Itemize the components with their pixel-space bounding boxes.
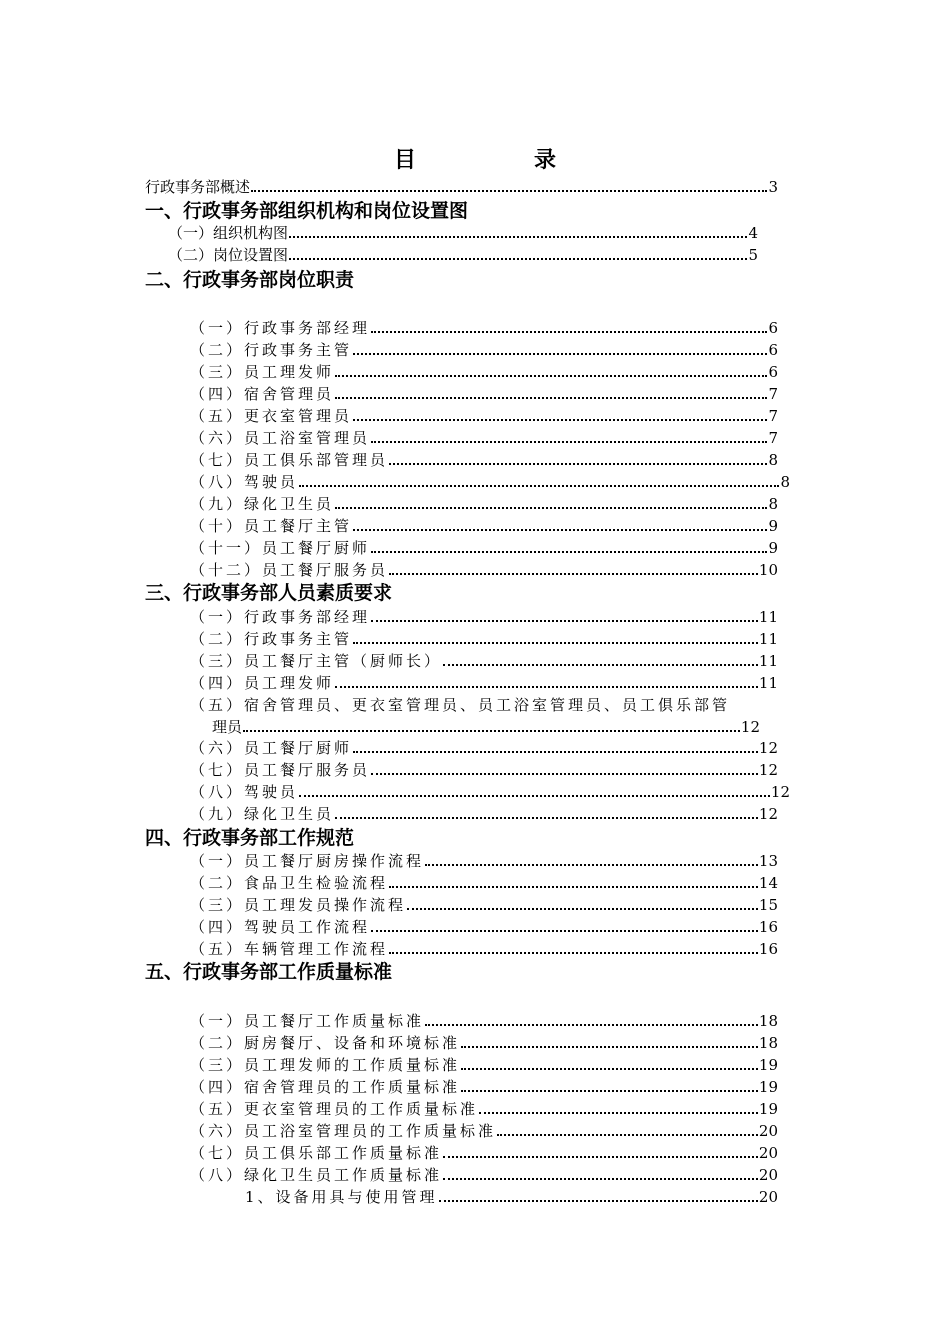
toc-entry[interactable] <box>190 1010 778 1032</box>
toc-page-number: 8 <box>768 451 778 469</box>
dot-leader <box>389 886 758 888</box>
toc-entry[interactable] <box>190 628 778 650</box>
toc-page-number: 20 <box>758 1188 778 1206</box>
toc-entry[interactable] <box>190 916 778 938</box>
dot-leader <box>461 1046 758 1048</box>
toc-page-number: 12 <box>770 783 790 801</box>
section-heading: 三、行政事务部人员素质要求 <box>145 582 393 604</box>
dot-leader <box>353 353 767 355</box>
toc-entry[interactable] <box>190 759 778 781</box>
dot-leader <box>243 730 740 732</box>
dot-leader <box>353 642 758 644</box>
dot-leader <box>353 751 758 753</box>
dot-leader <box>299 485 779 487</box>
toc-entry-label: （三）员工餐厅主管（厨师长） <box>190 652 443 670</box>
toc-entry-label: （十）员工餐厅主管 <box>190 517 353 535</box>
toc-entry[interactable] <box>190 606 778 628</box>
toc-entry-label: （一）行政事务部经理 <box>190 319 371 337</box>
toc-entry-label: （二）厨房餐厅、设备和环境标准 <box>190 1034 461 1052</box>
toc-entry-label: （二）行政事务主管 <box>190 341 353 359</box>
toc-entry[interactable] <box>190 317 778 339</box>
toc-entry[interactable] <box>190 493 778 515</box>
toc-page-number: 18 <box>758 1034 778 1052</box>
toc-entry[interactable] <box>190 471 790 493</box>
toc-entry-label: （四）宿舍管理员 <box>190 385 335 403</box>
dot-leader <box>335 375 767 377</box>
toc-entry[interactable] <box>212 716 760 738</box>
toc-title: 目 录 <box>393 148 604 173</box>
toc-entry[interactable] <box>190 1076 778 1098</box>
toc-entry-label: （一）组织机构图 <box>168 224 289 242</box>
toc-page-number: 3 <box>768 178 778 196</box>
toc-entry-label: （二）岗位设置图 <box>168 246 289 264</box>
toc-entry[interactable] <box>190 449 778 471</box>
toc-entry-label: （九）绿化卫生员 <box>190 805 335 823</box>
toc-entry-label: （四）员工理发师 <box>190 674 335 692</box>
dot-leader <box>443 664 758 666</box>
toc-page-number: 20 <box>758 1144 778 1162</box>
toc-entry-label: 行政事务部概述 <box>145 178 251 196</box>
dot-leader <box>353 419 767 421</box>
toc-entry-label: （六）员工餐厅厨师 <box>190 739 353 757</box>
dot-leader <box>443 1178 758 1180</box>
toc-page-number: 7 <box>768 385 778 403</box>
toc-page-number: 12 <box>758 805 778 823</box>
toc-entry-label: （三）员工理发师 <box>190 363 335 381</box>
toc-entry-label: （六）员工浴室管理员 <box>190 429 371 447</box>
dot-leader <box>461 1068 758 1070</box>
toc-entry-label: （四）驾驶员工作流程 <box>190 918 371 936</box>
toc-entry-label: （七）员工俱乐部工作质量标准 <box>190 1144 443 1162</box>
toc-page-number: 11 <box>758 608 778 626</box>
toc-entry-label: （八）驾驶员 <box>190 473 299 491</box>
toc-page-number: 15 <box>758 896 778 914</box>
dot-leader <box>439 1200 758 1202</box>
toc-page-number: 12 <box>758 739 778 757</box>
toc-entry-label: （一）员工餐厅厨房操作流程 <box>190 852 425 870</box>
toc-page-number: 6 <box>768 341 778 359</box>
toc-page-number: 12 <box>740 718 760 736</box>
toc-entry-label: （一）员工餐厅工作质量标准 <box>190 1012 425 1030</box>
toc-entry-label: （十一）员工餐厅厨师 <box>190 539 371 557</box>
toc-entry-label: （九）绿化卫生员 <box>190 495 335 513</box>
toc-page-number: 16 <box>758 940 778 958</box>
toc-entry-label: （五）车辆管理工作流程 <box>190 940 389 958</box>
dot-leader <box>335 686 758 688</box>
toc-entry[interactable] <box>190 537 778 559</box>
dot-leader <box>371 773 758 775</box>
section-heading: 四、行政事务部工作规范 <box>145 827 355 849</box>
toc-entry[interactable] <box>190 559 778 581</box>
dot-leader <box>371 331 767 333</box>
section-heading: 二、行政事务部岗位职责 <box>145 269 355 291</box>
dot-leader <box>289 258 747 260</box>
dot-leader <box>371 441 767 443</box>
toc-page-number: 7 <box>768 429 778 447</box>
toc-page-number: 5 <box>748 246 758 264</box>
toc-page-number: 19 <box>758 1056 778 1074</box>
toc-entry-label: （六）员工浴室管理员的工作质量标准 <box>190 1122 497 1140</box>
dot-leader <box>289 236 747 238</box>
toc-entry-label: （五）更衣室管理员 <box>190 407 353 425</box>
toc-entry[interactable] <box>190 383 778 405</box>
toc-entry[interactable] <box>145 176 778 198</box>
toc-entry-label: （七）员工餐厅服务员 <box>190 761 371 779</box>
toc-entry-label: （三）员工理发师的工作质量标准 <box>190 1056 461 1074</box>
toc-page-number: 6 <box>768 363 778 381</box>
toc-entry-label: （一）行政事务部经理 <box>190 608 371 626</box>
dot-leader <box>389 573 758 575</box>
dot-leader <box>425 864 758 866</box>
toc-entry[interactable] <box>190 427 778 449</box>
toc-entry-label: （三）员工理发员操作流程 <box>190 896 407 914</box>
dot-leader <box>407 908 758 910</box>
toc-entry-label: （十二）员工餐厅服务员 <box>190 561 389 579</box>
dot-leader <box>371 930 758 932</box>
dot-leader <box>371 620 758 622</box>
toc-entry[interactable] <box>190 1142 778 1164</box>
toc-entry[interactable] <box>190 405 778 427</box>
dot-leader <box>299 795 770 797</box>
dot-leader <box>335 397 767 399</box>
toc-page-number: 16 <box>758 918 778 936</box>
dot-leader <box>497 1134 758 1136</box>
toc-page-number: 11 <box>758 630 778 648</box>
toc-entry[interactable] <box>190 781 790 803</box>
toc-page-number: 9 <box>768 517 778 535</box>
toc-entry[interactable] <box>190 938 778 960</box>
toc-entry[interactable] <box>190 672 778 694</box>
dot-leader <box>335 507 767 509</box>
toc-page-number: 10 <box>758 561 778 579</box>
toc-page-number: 13 <box>758 852 778 870</box>
toc-page-number: 18 <box>758 1012 778 1030</box>
dot-leader <box>335 817 758 819</box>
toc-entry[interactable] <box>190 1054 778 1076</box>
toc-page-number: 9 <box>768 539 778 557</box>
toc-entry-label: （七）员工俱乐部管理员 <box>190 451 389 469</box>
toc-entry[interactable] <box>168 222 758 244</box>
toc-page-number: 14 <box>758 874 778 892</box>
toc-page-number: 20 <box>758 1122 778 1140</box>
dot-leader <box>461 1090 758 1092</box>
toc-entry-label: 1、设备用具与使用管理 <box>245 1188 438 1206</box>
toc-entry[interactable] <box>190 515 778 537</box>
toc-entry-label: （八）绿化卫生员工作质量标准 <box>190 1166 443 1184</box>
toc-page-number: 4 <box>748 224 758 242</box>
toc-page-number: 11 <box>758 674 778 692</box>
toc-page-number: 8 <box>780 473 790 491</box>
toc-entry[interactable] <box>190 1120 778 1142</box>
dot-leader <box>443 1156 758 1158</box>
dot-leader <box>479 1112 758 1114</box>
toc-entry[interactable] <box>190 803 778 825</box>
toc-entry-label: （二）行政事务主管 <box>190 630 353 648</box>
toc-page-number: 7 <box>768 407 778 425</box>
toc-page-number: 19 <box>758 1078 778 1096</box>
toc-page-number: 19 <box>758 1100 778 1118</box>
toc-page-number: 20 <box>758 1166 778 1184</box>
toc-entry-label: （二）食品卫生检验流程 <box>190 874 389 892</box>
toc-entry-label: （五）宿舍管理员、更衣室管理员、员工浴室管理员、员工俱乐部管 <box>190 696 731 714</box>
toc-entry-label: （五）更衣室管理员的工作质量标准 <box>190 1100 479 1118</box>
dot-leader <box>353 529 767 531</box>
section-heading: 一、行政事务部组织机构和岗位设置图 <box>145 200 469 222</box>
toc-entry[interactable] <box>190 1098 778 1120</box>
toc-entry-label-continued: 理员 <box>212 718 243 736</box>
toc-entry[interactable] <box>190 850 778 872</box>
section-heading: 五、行政事务部工作质量标准 <box>145 961 393 983</box>
toc-entry[interactable] <box>190 650 778 672</box>
dot-leader <box>425 1024 758 1026</box>
toc-page-number: 11 <box>758 652 778 670</box>
toc-entry-label: （四）宿舍管理员的工作质量标准 <box>190 1078 461 1096</box>
dot-leader <box>389 952 758 954</box>
toc-entry[interactable] <box>190 339 778 361</box>
dot-leader <box>371 551 767 553</box>
toc-page-number: 12 <box>758 761 778 779</box>
toc-entry[interactable] <box>168 244 758 266</box>
toc-entry[interactable] <box>190 361 778 383</box>
toc-entry[interactable] <box>245 1186 778 1208</box>
toc-entry[interactable] <box>190 894 778 916</box>
toc-entry[interactable] <box>190 1164 778 1186</box>
toc-entry-label: （八）驾驶员 <box>190 783 299 801</box>
toc-entry[interactable] <box>190 1032 778 1054</box>
toc-entry[interactable] <box>190 872 778 894</box>
dot-leader <box>251 190 767 192</box>
dot-leader <box>389 463 767 465</box>
toc-entry[interactable] <box>190 737 778 759</box>
toc-page-number: 8 <box>768 495 778 513</box>
toc-page-number: 6 <box>768 319 778 337</box>
